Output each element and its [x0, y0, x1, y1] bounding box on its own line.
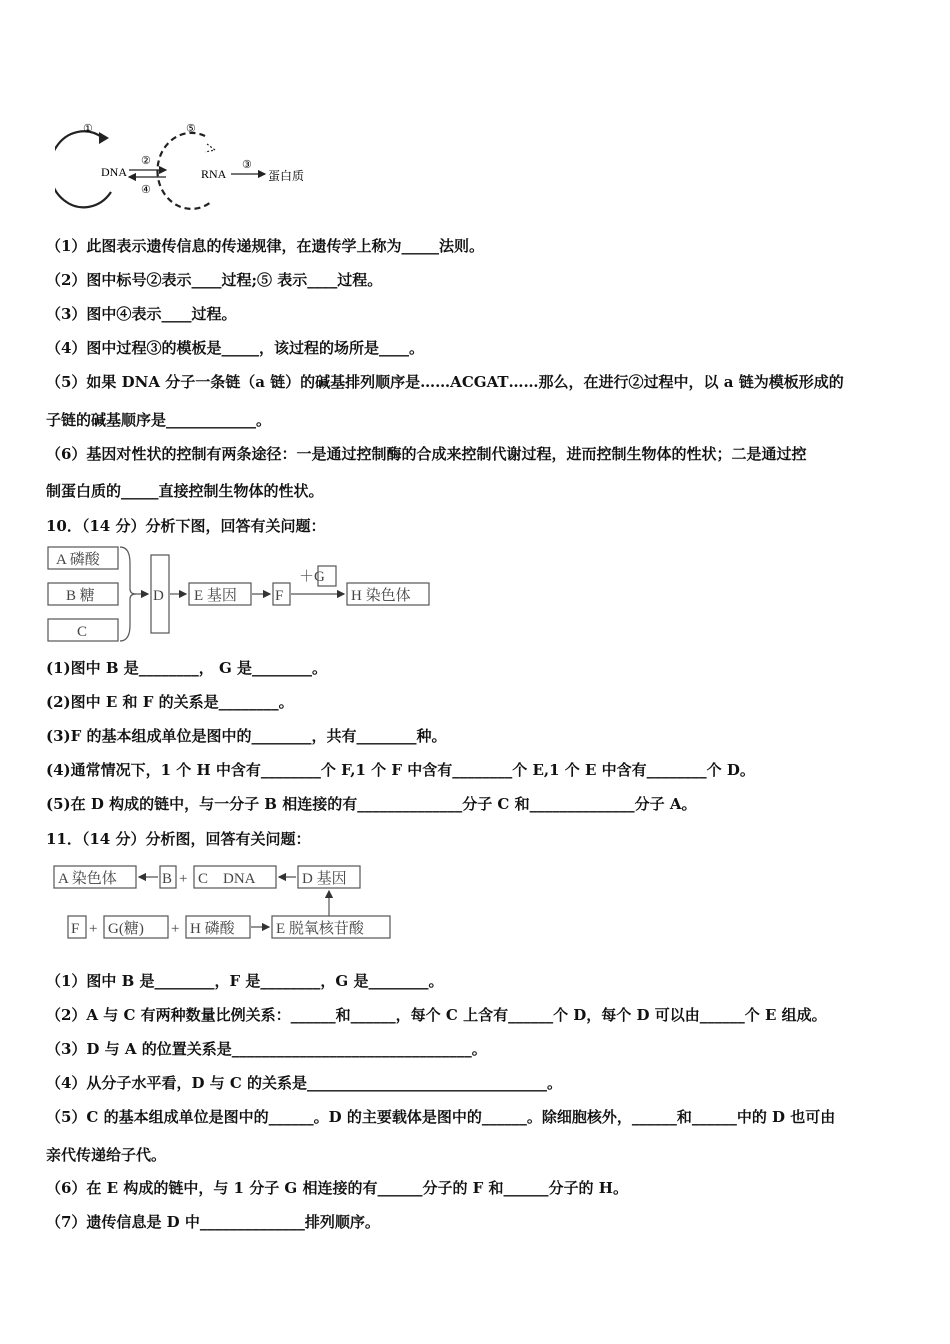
- q11-line-8: （7）遗传信息是 D 中______________排列顺序。: [46, 1213, 380, 1231]
- circle5-label: ⑤: [186, 123, 196, 135]
- q9-line-8: 制蛋白质的_____直接控制生物体的性状。: [46, 482, 324, 500]
- central-dogma-diagram: [55, 118, 315, 210]
- q10-box-f: F: [275, 588, 284, 604]
- q9-line-3: （3）图中④表示____过程。: [46, 305, 237, 323]
- q10-box-e: E 基因: [194, 588, 237, 604]
- q11-header: 11．（14 分）分析图，回答有关问题：: [46, 830, 311, 848]
- q10-line-4: (4)通常情况下，1 个 H 中含有________个 F,1 个 F 中含有________个 E,1 个 E 中含有________个 D。: [46, 761, 755, 779]
- q11-box-c: C DNA: [198, 871, 256, 887]
- q10-brace: [120, 547, 136, 641]
- rna-label: RNA: [201, 167, 227, 181]
- q11-diagram: [50, 860, 400, 944]
- q10-line-2: (2)图中 E 和 F 的关系是________。: [46, 693, 294, 711]
- arrow4-label: ④: [141, 184, 151, 196]
- q11-box-f: F: [71, 921, 80, 937]
- q10-header: 10．（14 分）分析下图，回答有关问题：: [46, 517, 326, 535]
- q11-line-1: （1）图中 B 是________，F 是________，G 是________。: [46, 972, 444, 990]
- q11-box-g: G(糖): [108, 921, 144, 937]
- q11-line-6: 亲代传递给子代。: [46, 1146, 167, 1164]
- q11-line-7: （6）在 E 构成的链中，与 1 分子 G 相连接的有______分子的 F 和______分子的 H。: [46, 1179, 628, 1197]
- q9-line-6: 子链的碱基顺序是____________。: [46, 411, 272, 429]
- q11-box-a: A 染色体: [58, 871, 117, 887]
- arrow3-label: ③: [242, 159, 252, 171]
- protein-label: 蛋白质: [268, 169, 305, 183]
- dna-label: DNA: [101, 165, 127, 179]
- q11-box-e: E 脱氧核苷酸: [276, 921, 364, 937]
- q11-box-h: H 磷酸: [190, 921, 235, 937]
- q9-line-7: （6）基因对性状的控制有两条途径：一是通过控制酶的合成来控制代谢过程，进而控制生物体的性状；二是通过控: [46, 445, 807, 463]
- q9-line-2: （2）图中标号②表示____过程;⑤ 表示____过程。: [46, 271, 383, 289]
- q10-box-d: D: [153, 588, 164, 604]
- q11-box-d: D 基因: [302, 871, 347, 887]
- q11-plus-1: +: [179, 871, 188, 887]
- q11-plus-3: +: [171, 921, 180, 937]
- q11-box-b: B: [162, 871, 173, 887]
- circle1-label: ①: [83, 123, 93, 135]
- q10-diagram: [44, 543, 444, 647]
- q10-box-h: H 染色体: [351, 588, 411, 604]
- q11-line-2: （2）A 与 C 有两种数量比例关系：______和______，每个 C 上含有______个 D，每个 D 可以由______个 E 组成。: [46, 1006, 827, 1024]
- rna-replication-head: [205, 144, 215, 152]
- q9-line-4: （4）图中过程③的模板是_____，该过程的场所是____。: [46, 339, 424, 357]
- q9-line-5: （5）如果 DNA 分子一条链（a 链）的碱基排列顺序是……ACGAT……那么，在进行②过程中，以 a 链为模板形成的: [46, 373, 844, 391]
- replication-loop-head: [99, 132, 109, 144]
- q11-plus-2: +: [89, 921, 98, 937]
- q10-box-c: C: [77, 624, 88, 640]
- q10-line-1: (1)图中 B 是________， G 是________。: [46, 659, 328, 677]
- q10-line-5: (5)在 D 构成的链中，与一分子 B 相连接的有______________分子 C 和______________分子 A。: [46, 795, 697, 813]
- q11-line-5: （5）C 的基本组成单位是图中的______。D 的主要载体是图中的______。除细胞核外，______和______中的 D 也可由: [46, 1108, 836, 1126]
- q9-line-1: （1）此图表示遗传信息的传递规律，在遗传学上称为_____法则。: [46, 237, 484, 255]
- q11-line-4: （4）从分子水平看，D 与 C 的关系是________________________________。: [46, 1074, 563, 1092]
- q10-line-3: (3)F 的基本组成单位是图中的________，共有________种。: [46, 727, 447, 745]
- q11-line-3: （3）D 与 A 的位置关系是________________________________。: [46, 1040, 487, 1058]
- q10-box-b: B 糖: [66, 588, 95, 604]
- q10-plus-g: ＋G: [299, 569, 325, 585]
- q10-box-a: A 磷酸: [56, 552, 100, 568]
- arrow2-label: ②: [141, 155, 151, 167]
